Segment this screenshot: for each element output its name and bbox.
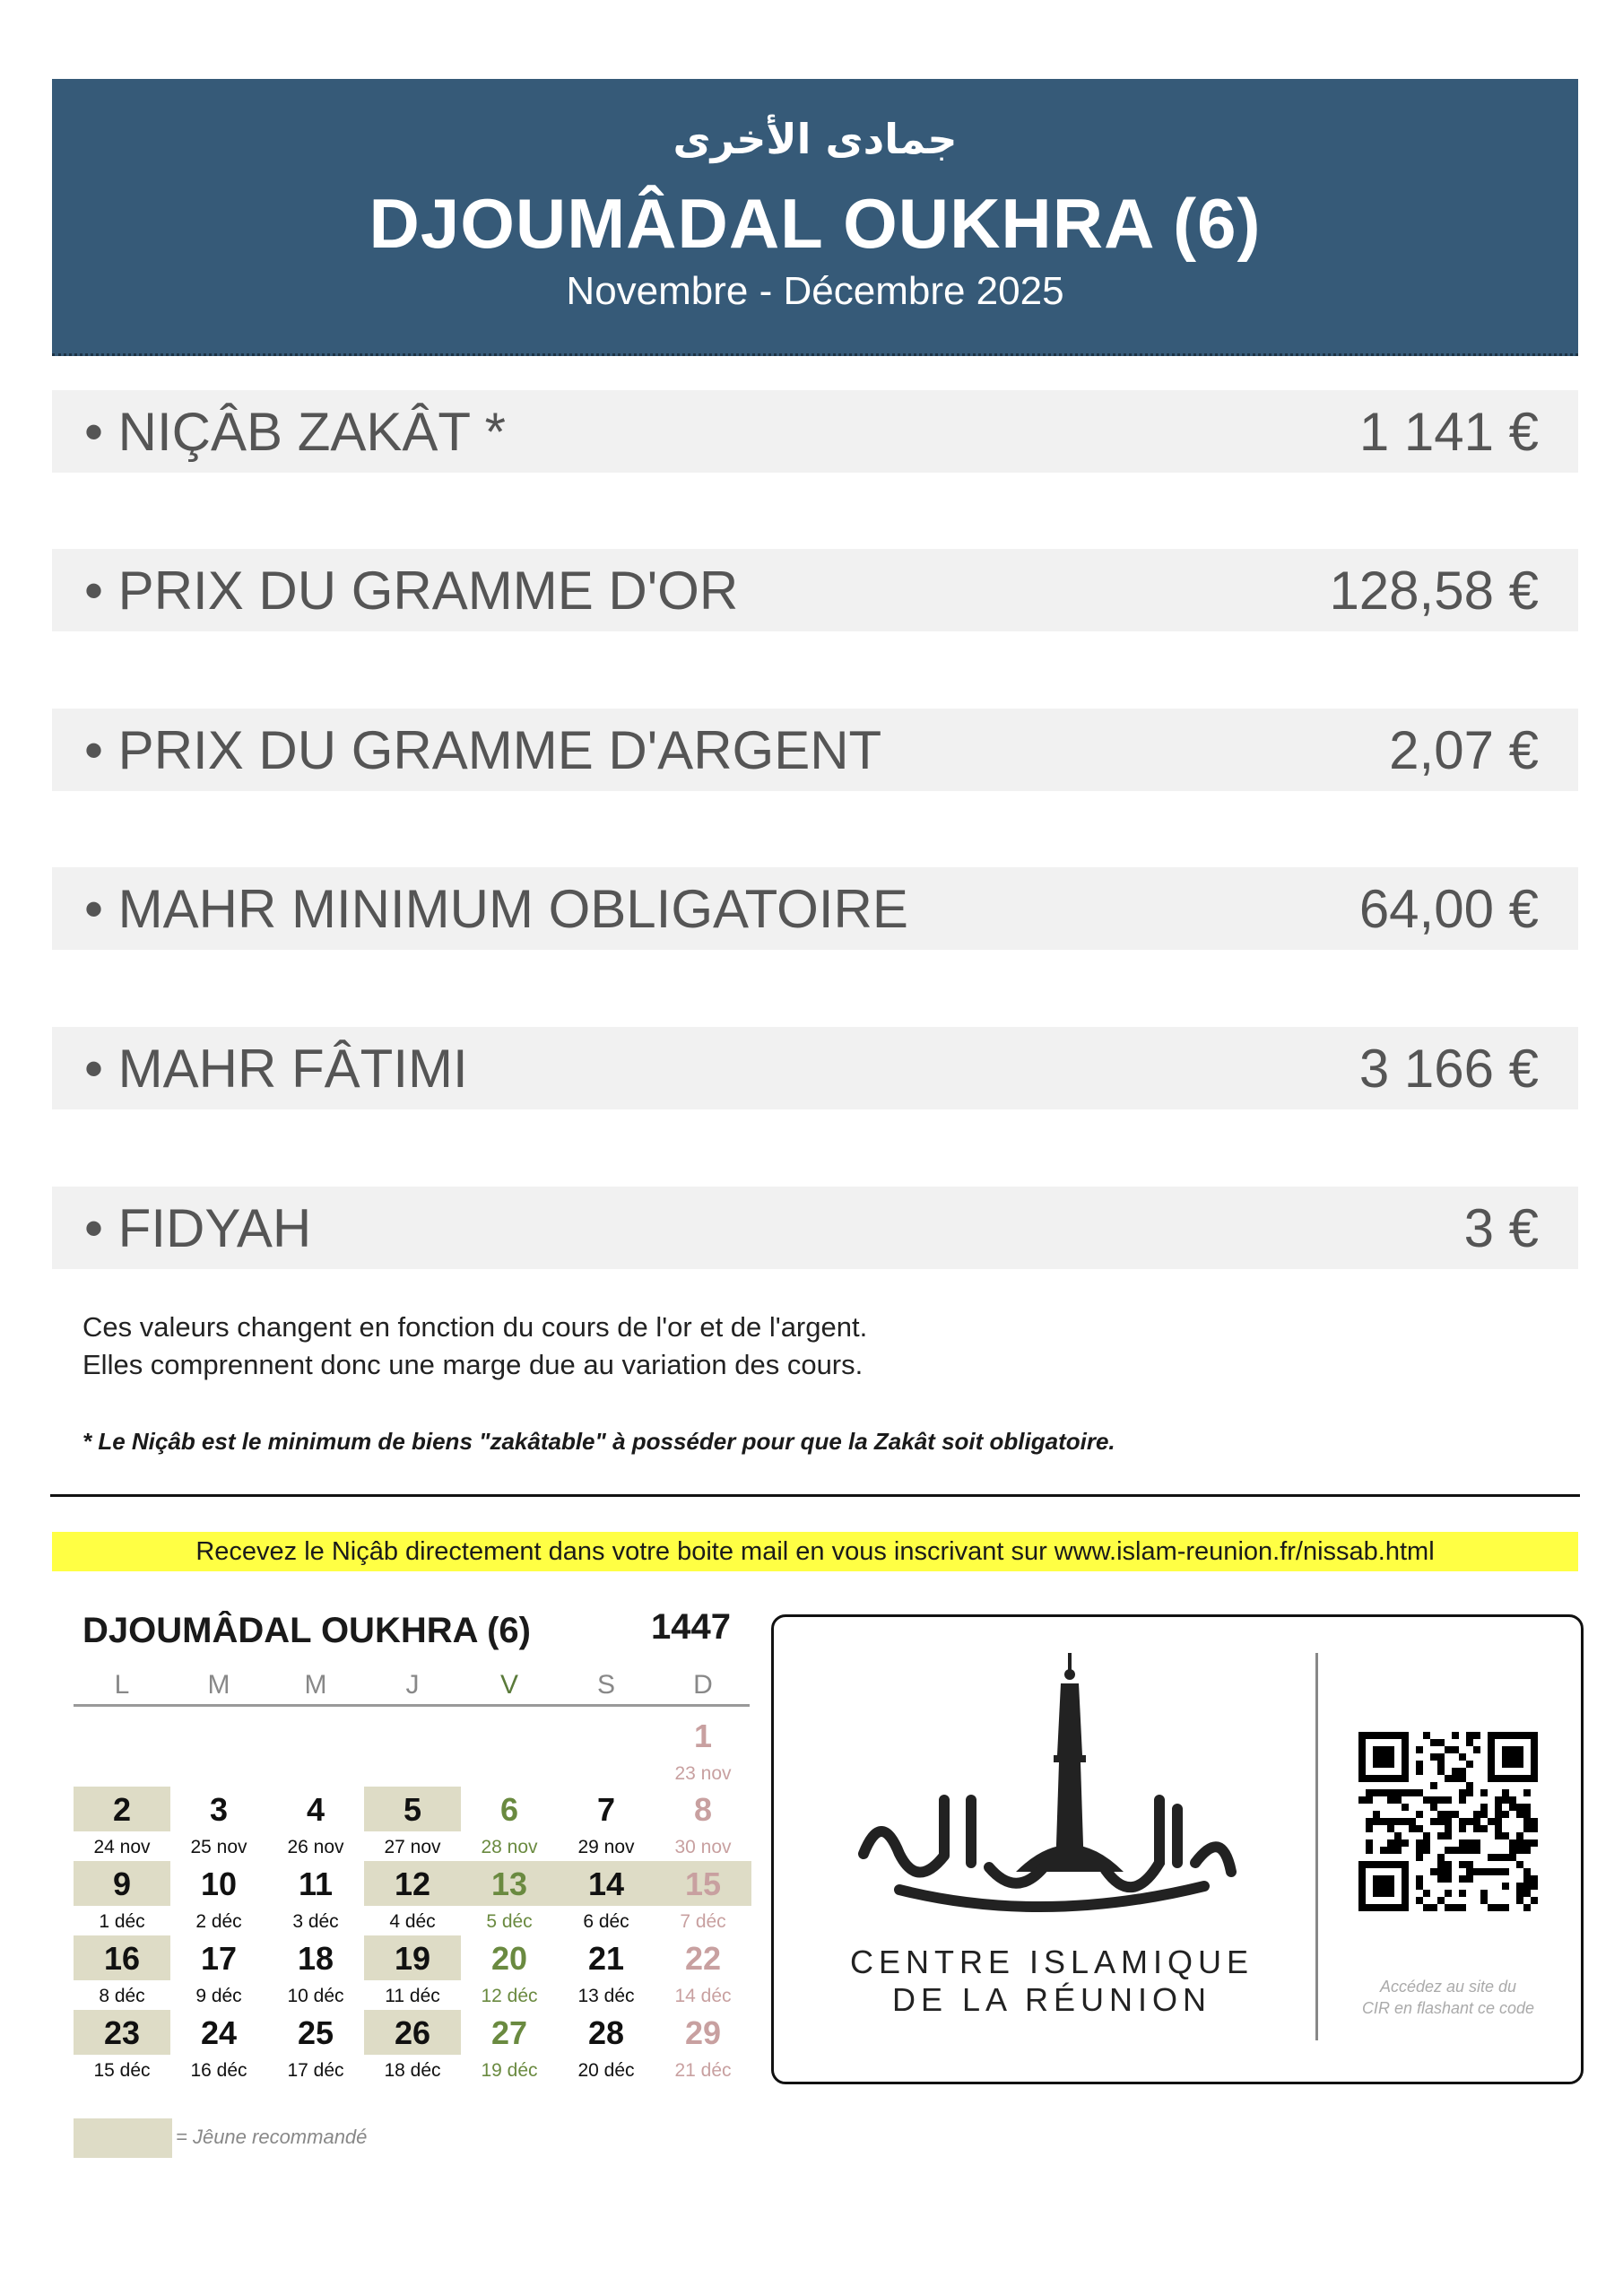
- calendar-gregorian-date: 14 déc: [674, 1986, 732, 2006]
- footnote: * Le Niçâb est le minimum de biens "zakâtable" à posséder pour que la Zakât soit obligatoire.: [82, 1428, 1115, 1455]
- calendar-day: 27: [490, 2014, 528, 2051]
- calendar-day: 10: [200, 1866, 238, 1902]
- calendar-gregorian-date: 30 nov: [674, 1837, 732, 1857]
- calendar-day: 19: [364, 1935, 461, 1980]
- calendar-day: 11: [298, 1866, 334, 1902]
- calendar-gregorian-date: 7 déc: [680, 1911, 726, 1932]
- calendar-header-line: [74, 1704, 750, 1707]
- calendar-day: 21: [587, 1940, 625, 1977]
- value-label: • FIDYAH: [84, 1198, 312, 1258]
- calendar-gregorian-date: 10 déc: [287, 1986, 344, 2006]
- value-amount: 1 141 €: [1358, 402, 1539, 462]
- calendar-gregorian-date: 19 déc: [481, 2060, 538, 2081]
- note-line-2: Elles comprennent donc une marge due au variation des cours.: [82, 1349, 864, 1380]
- calendar-gregorian-date: 12 déc: [481, 1986, 538, 2006]
- calendar-day: 6: [499, 1791, 519, 1828]
- cir-card: [771, 1614, 1584, 2084]
- calendar-gregorian-date: 20 déc: [577, 2060, 635, 2081]
- calendar-gregorian-date: 21 déc: [674, 2060, 732, 2081]
- qr-caption: [1333, 1976, 1563, 2019]
- page-title: DJOUMÂDAL OUKHRA (6): [369, 184, 1262, 263]
- value-row-mahr-fatimi: [52, 1027, 1578, 1109]
- calendar-day: 15: [655, 1861, 751, 1906]
- logo-text-line-1: CENTRE ISLAMIQUE: [849, 1944, 1254, 1980]
- calendar-gregorian-date: 23 nov: [674, 1763, 732, 1784]
- calendar-day: 28: [587, 2014, 625, 2051]
- qr-code-icon[interactable]: [1358, 1732, 1538, 1911]
- calendar-gregorian-date: 27 nov: [384, 1837, 441, 1857]
- calendar-day: 4: [306, 1791, 325, 1828]
- value-label: • NIÇÂB ZAKÂT *: [84, 402, 507, 462]
- card-divider: [1315, 1653, 1318, 2040]
- calendar-gregorian-date: 29 nov: [577, 1837, 635, 1857]
- weekday-header: L: [114, 1670, 130, 1700]
- calendar-day: 13: [461, 1861, 558, 1906]
- calendar-day: 12: [364, 1861, 461, 1906]
- calendar-gregorian-date: 9 déc: [195, 1986, 242, 2006]
- value-label: • PRIX DU GRAMME D'ARGENT: [84, 720, 882, 780]
- calendar-day: 23: [74, 2010, 170, 2055]
- calendar-gregorian-date: 6 déc: [583, 1911, 629, 1932]
- value-amount: 128,58 €: [1329, 561, 1539, 621]
- logo-text-line-2: DE LA RÉUNION: [891, 1981, 1212, 2018]
- calendar-gregorian-date: 4 déc: [389, 1911, 436, 1932]
- calendar-gregorian-date: 16 déc: [190, 2060, 247, 2081]
- value-row-mahr-min: [52, 867, 1578, 950]
- calendar-day: 14: [558, 1861, 655, 1906]
- page-subtitle: Novembre - Décembre 2025: [566, 269, 1064, 313]
- calendar-year: 1447: [651, 1607, 731, 1647]
- calendar-gregorian-date: 2 déc: [195, 1911, 242, 1932]
- calendar-gregorian-date: 3 déc: [292, 1911, 339, 1932]
- weekday-header: J: [405, 1670, 420, 1700]
- value-row-gold: [52, 549, 1578, 631]
- value-label: • MAHR FÂTIMI: [84, 1039, 468, 1099]
- calendar-gregorian-date: 25 nov: [190, 1837, 247, 1857]
- value-amount: 3 €: [1463, 1198, 1539, 1258]
- calendar-gregorian-date: 8 déc: [99, 1986, 145, 2006]
- value-amount: 2,07 €: [1389, 720, 1539, 780]
- weekday-header: M: [207, 1670, 230, 1700]
- calendar-day: 7: [596, 1791, 616, 1828]
- value-label: • PRIX DU GRAMME D'OR: [84, 561, 739, 621]
- calendar-day: 29: [684, 2014, 722, 2051]
- calendar-gregorian-date: 18 déc: [384, 2060, 441, 2081]
- calendar-day: 17: [200, 1940, 238, 1977]
- calendar-day: 8: [693, 1791, 713, 1828]
- calendar-day: 22: [684, 1940, 722, 1977]
- calendar-day: 9: [74, 1861, 170, 1906]
- calendar-gregorian-date: 11 déc: [385, 1986, 440, 2006]
- value-row-nicab: [52, 390, 1578, 473]
- calendar-gregorian-date: 17 déc: [287, 2060, 344, 2081]
- value-row-silver: [52, 709, 1578, 791]
- calendar-day: 24: [200, 2014, 238, 2051]
- note-line-1: Ces valeurs changent en fonction du cours de l'or et de l'argent.: [82, 1311, 868, 1343]
- weekday-header: V: [499, 1670, 518, 1700]
- divider-rule: [50, 1494, 1580, 1497]
- arabic-month-title: جمادى الأخرى: [673, 115, 958, 163]
- legend-text: = Jêune recommandé: [176, 2126, 368, 2148]
- calendar-day: 16: [74, 1935, 170, 1980]
- calendar-day: 3: [209, 1791, 229, 1828]
- weekday-header: D: [693, 1670, 713, 1700]
- calendar-gregorian-date: 5 déc: [486, 1911, 533, 1932]
- mosque-logo-icon: [810, 1648, 1276, 1935]
- calendar-gregorian-date: 26 nov: [287, 1837, 344, 1857]
- header-banner: [52, 79, 1578, 356]
- calendar-day: 5: [364, 1787, 461, 1831]
- value-label: • MAHR MINIMUM OBLIGATOIRE: [84, 879, 908, 939]
- calendar-day: 2: [74, 1787, 170, 1831]
- calendar-day: 1: [693, 1718, 713, 1754]
- weekday-header: S: [596, 1670, 615, 1700]
- subscribe-banner: Recevez le Niçâb directement dans votre boite mail en vous inscrivant sur www.islam-reunion.fr/nissab.html: [52, 1532, 1578, 1571]
- legend-swatch: [74, 2118, 172, 2158]
- qr-caption-line-2: CIR en flashant ce code: [1361, 1999, 1535, 2017]
- calendar-gregorian-date: 28 nov: [481, 1837, 538, 1857]
- calendar-gregorian-date: 15 déc: [93, 2060, 151, 2081]
- calendar-day: 26: [364, 2010, 461, 2055]
- value-amount: 64,00 €: [1358, 879, 1539, 939]
- calendar-day: 25: [297, 2014, 334, 2051]
- value-row-fidyah: [52, 1187, 1578, 1269]
- calendar-gregorian-date: 13 déc: [577, 1986, 635, 2006]
- qr-caption-line-1: Accédez au site du: [1379, 1978, 1517, 1996]
- calendar-gregorian-date: 1 déc: [99, 1911, 145, 1932]
- weekday-header: M: [304, 1670, 327, 1700]
- calendar-title: DJOUMÂDAL OUKHRA (6): [82, 1611, 531, 1650]
- value-amount: 3 166 €: [1358, 1039, 1539, 1099]
- calendar-day: 20: [490, 1940, 528, 1977]
- calendar-gregorian-date: 24 nov: [93, 1837, 151, 1857]
- calendar-day: 18: [297, 1940, 334, 1977]
